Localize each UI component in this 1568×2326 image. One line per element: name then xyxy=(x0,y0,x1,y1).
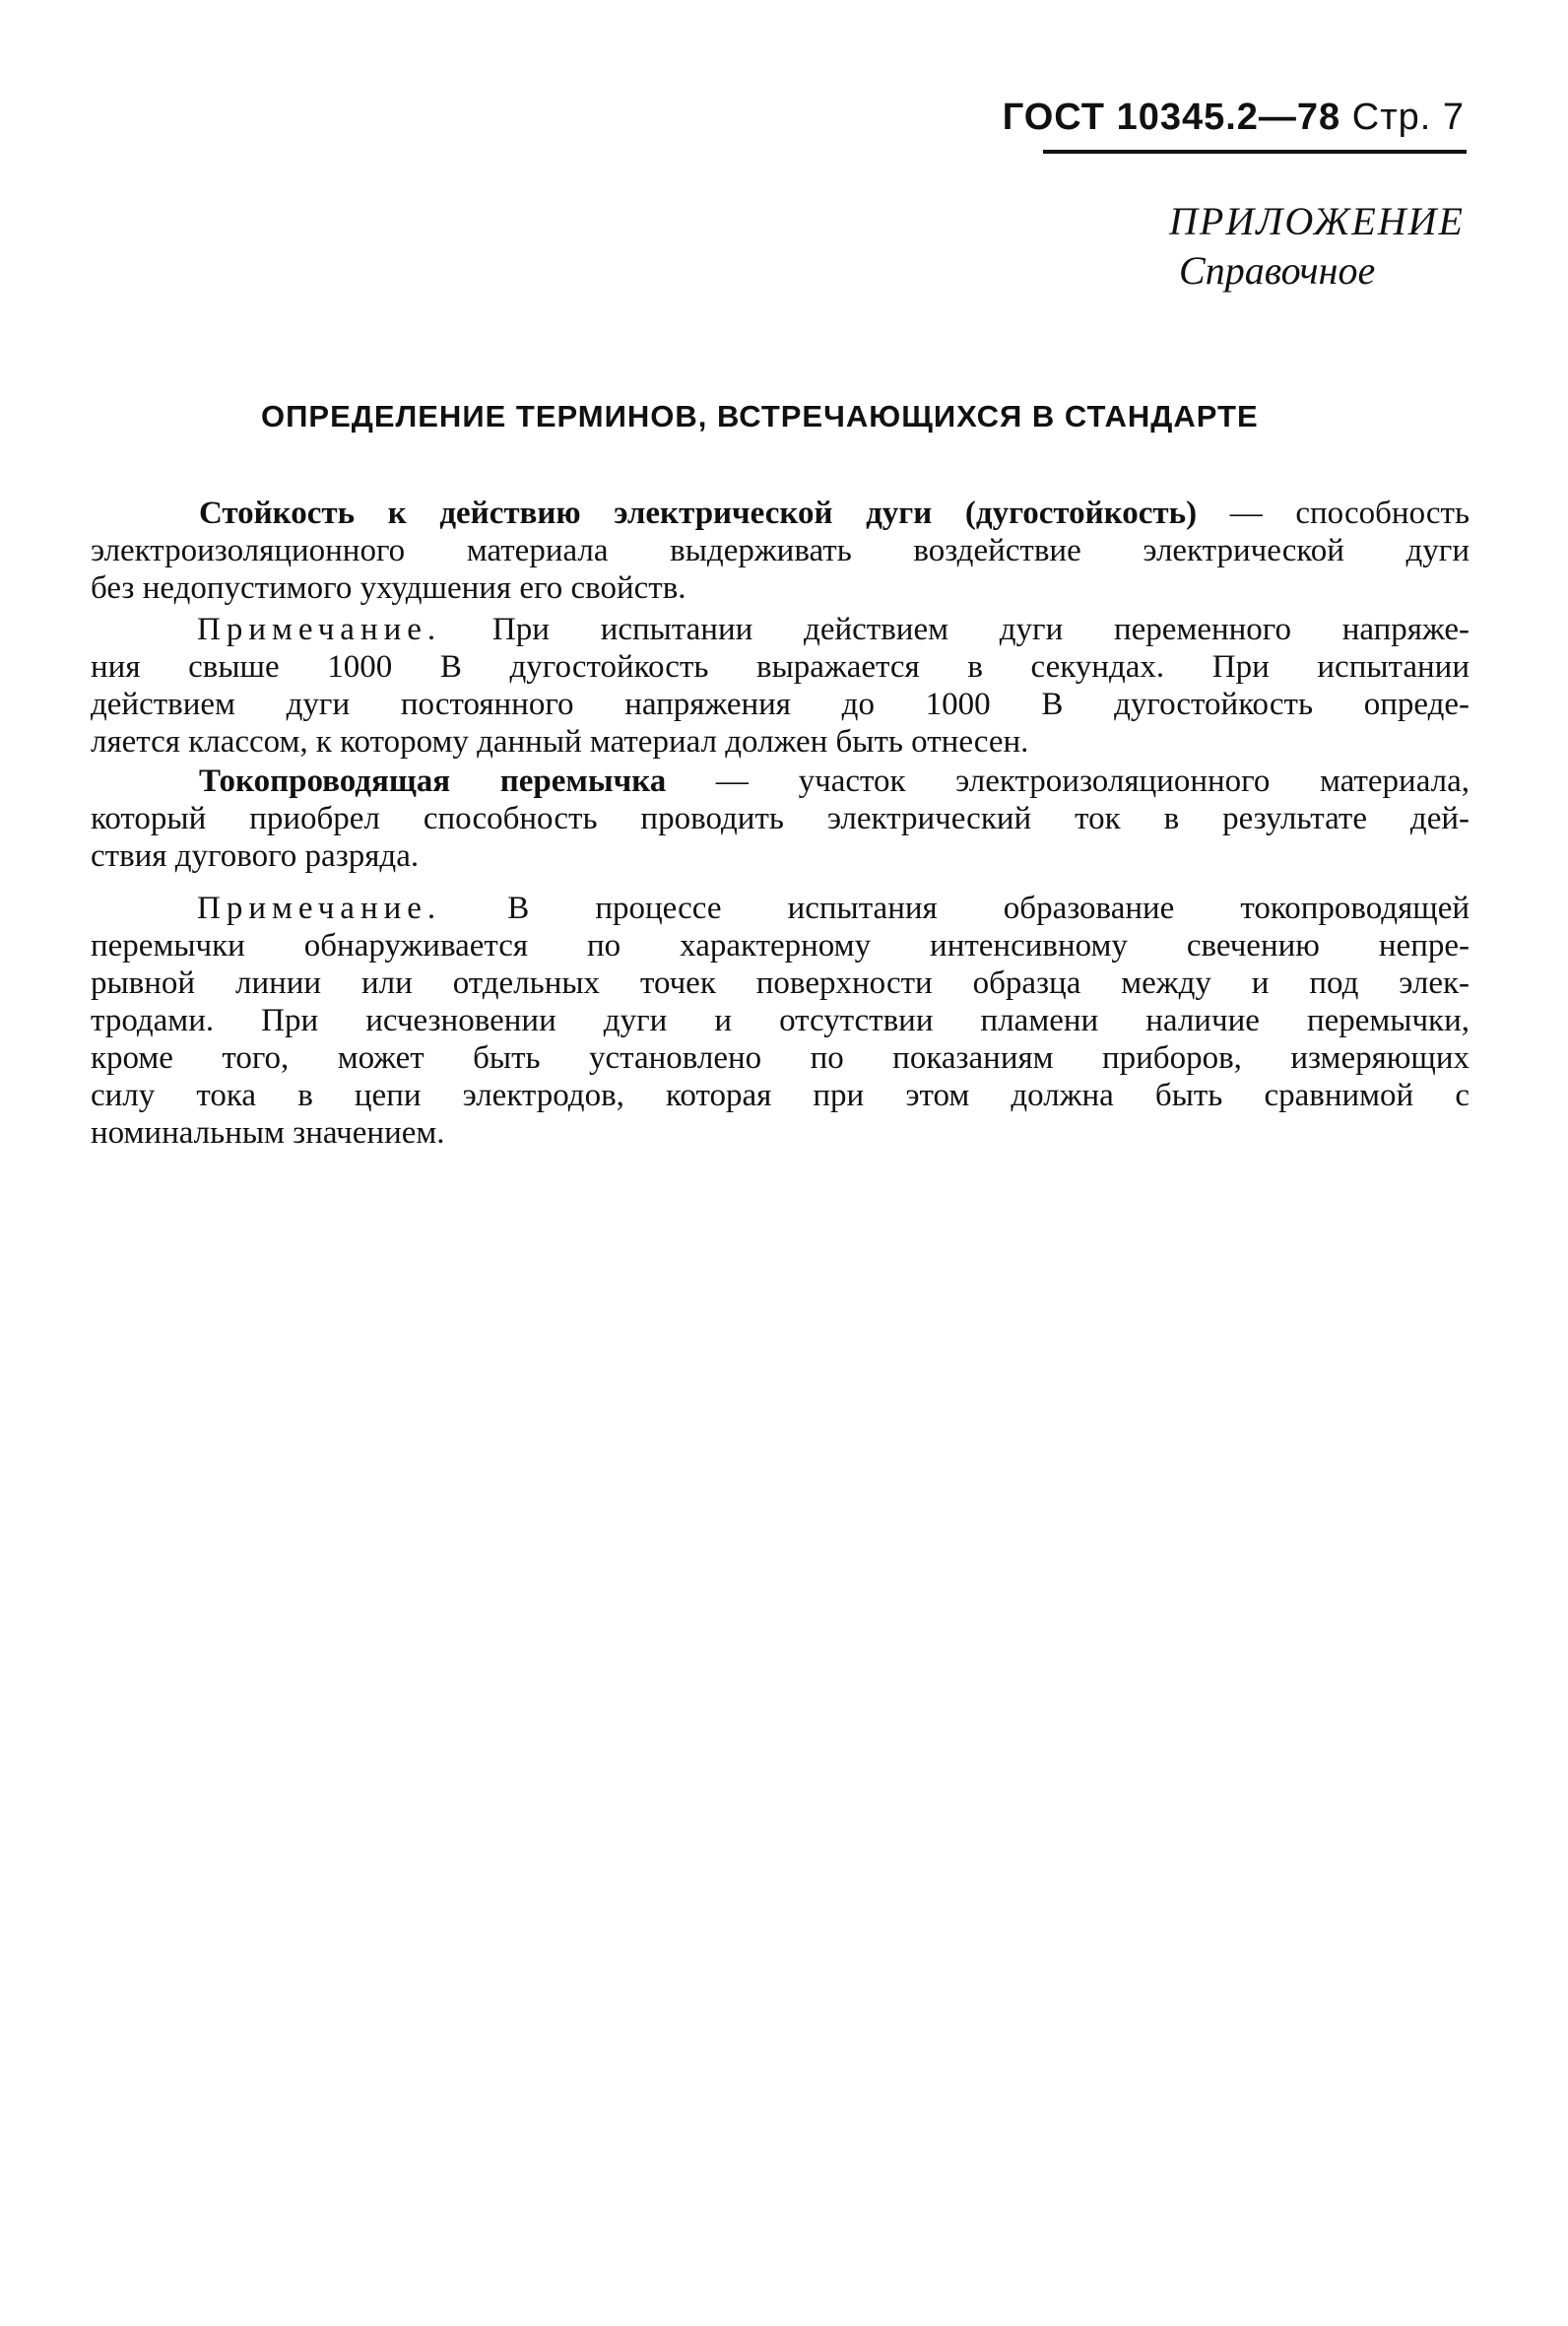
running-header xyxy=(1003,97,1465,139)
note-line: рывной линии или отдельных точек поверхности образца между и под элек- xyxy=(91,965,1470,1001)
definition-line: ствия дугового разряда. xyxy=(91,838,420,874)
note-line: ляется классом, к которому данный материал должен быть отнесен. xyxy=(91,724,1029,760)
definition-text: — способность xyxy=(1197,496,1470,531)
note-conductive-bridge xyxy=(91,890,1470,1152)
note-line: перемычки обнаруживается по характерному интенсивному свечению непре- xyxy=(91,928,1470,964)
appendix-label xyxy=(1169,197,1465,296)
page-number: Стр. 7 xyxy=(1351,97,1465,138)
note-label: Примечание. xyxy=(197,612,442,647)
note-line xyxy=(91,611,1470,648)
note-text: В процессе испытания образование токопроводящей xyxy=(441,891,1470,926)
definition-line: который приобрел способность проводить электрический ток в результате дей- xyxy=(91,801,1470,836)
definition-line xyxy=(91,763,1470,800)
note-line xyxy=(91,890,1470,927)
definition-line xyxy=(91,495,1470,532)
note-arc-resistance xyxy=(91,611,1470,761)
definition-term: Стойкость к действию электрической дуги (дугостойкость) xyxy=(199,496,1198,531)
appendix-title: ПРИЛОЖЕНИЕ xyxy=(1169,199,1465,243)
appendix-subtitle: Справочное xyxy=(1179,248,1376,293)
header-rule xyxy=(1043,150,1467,154)
note-line: силу тока в цепи электродов, которая при этом должна быть сравнимой с xyxy=(91,1078,1470,1113)
definition-line: без недопустимого ухудшения его свойств. xyxy=(91,570,686,606)
definition-text: — участок электроизоляционного материала, xyxy=(666,764,1470,799)
definition-conductive-bridge xyxy=(91,763,1470,875)
standard-number: ГОСТ 10345.2—78 xyxy=(1002,97,1341,138)
definition-line: электроизоляционного материала выдерживать воздействие электрической дуги xyxy=(91,533,1470,568)
note-line: тродами. При исчезновении дуги и отсутствии пламени наличие перемычки, xyxy=(91,1003,1470,1038)
note-label: Примечание. xyxy=(197,891,442,926)
note-text: При испытании действием дуги переменного напряже- xyxy=(441,612,1470,647)
note-line: кроме того, может быть установлено по показаниям приборов, измеряющих xyxy=(91,1040,1470,1076)
note-line: номинальным значением. xyxy=(91,1115,445,1151)
definition-arc-resistance xyxy=(91,495,1470,607)
note-line: действием дуги постоянного напряжения до 1000 В дугостойкость опреде- xyxy=(91,687,1470,722)
section-title: ОПРЕДЕЛЕНИЕ ТЕРМИНОВ, ВСТРЕЧАЮЩИХСЯ В СТАНДАРТЕ xyxy=(261,399,1259,433)
definition-term: Токопроводящая перемычка xyxy=(199,764,667,799)
note-line: ния свыше 1000 В дугостойкость выражается в секундах. При испытании xyxy=(91,649,1470,685)
